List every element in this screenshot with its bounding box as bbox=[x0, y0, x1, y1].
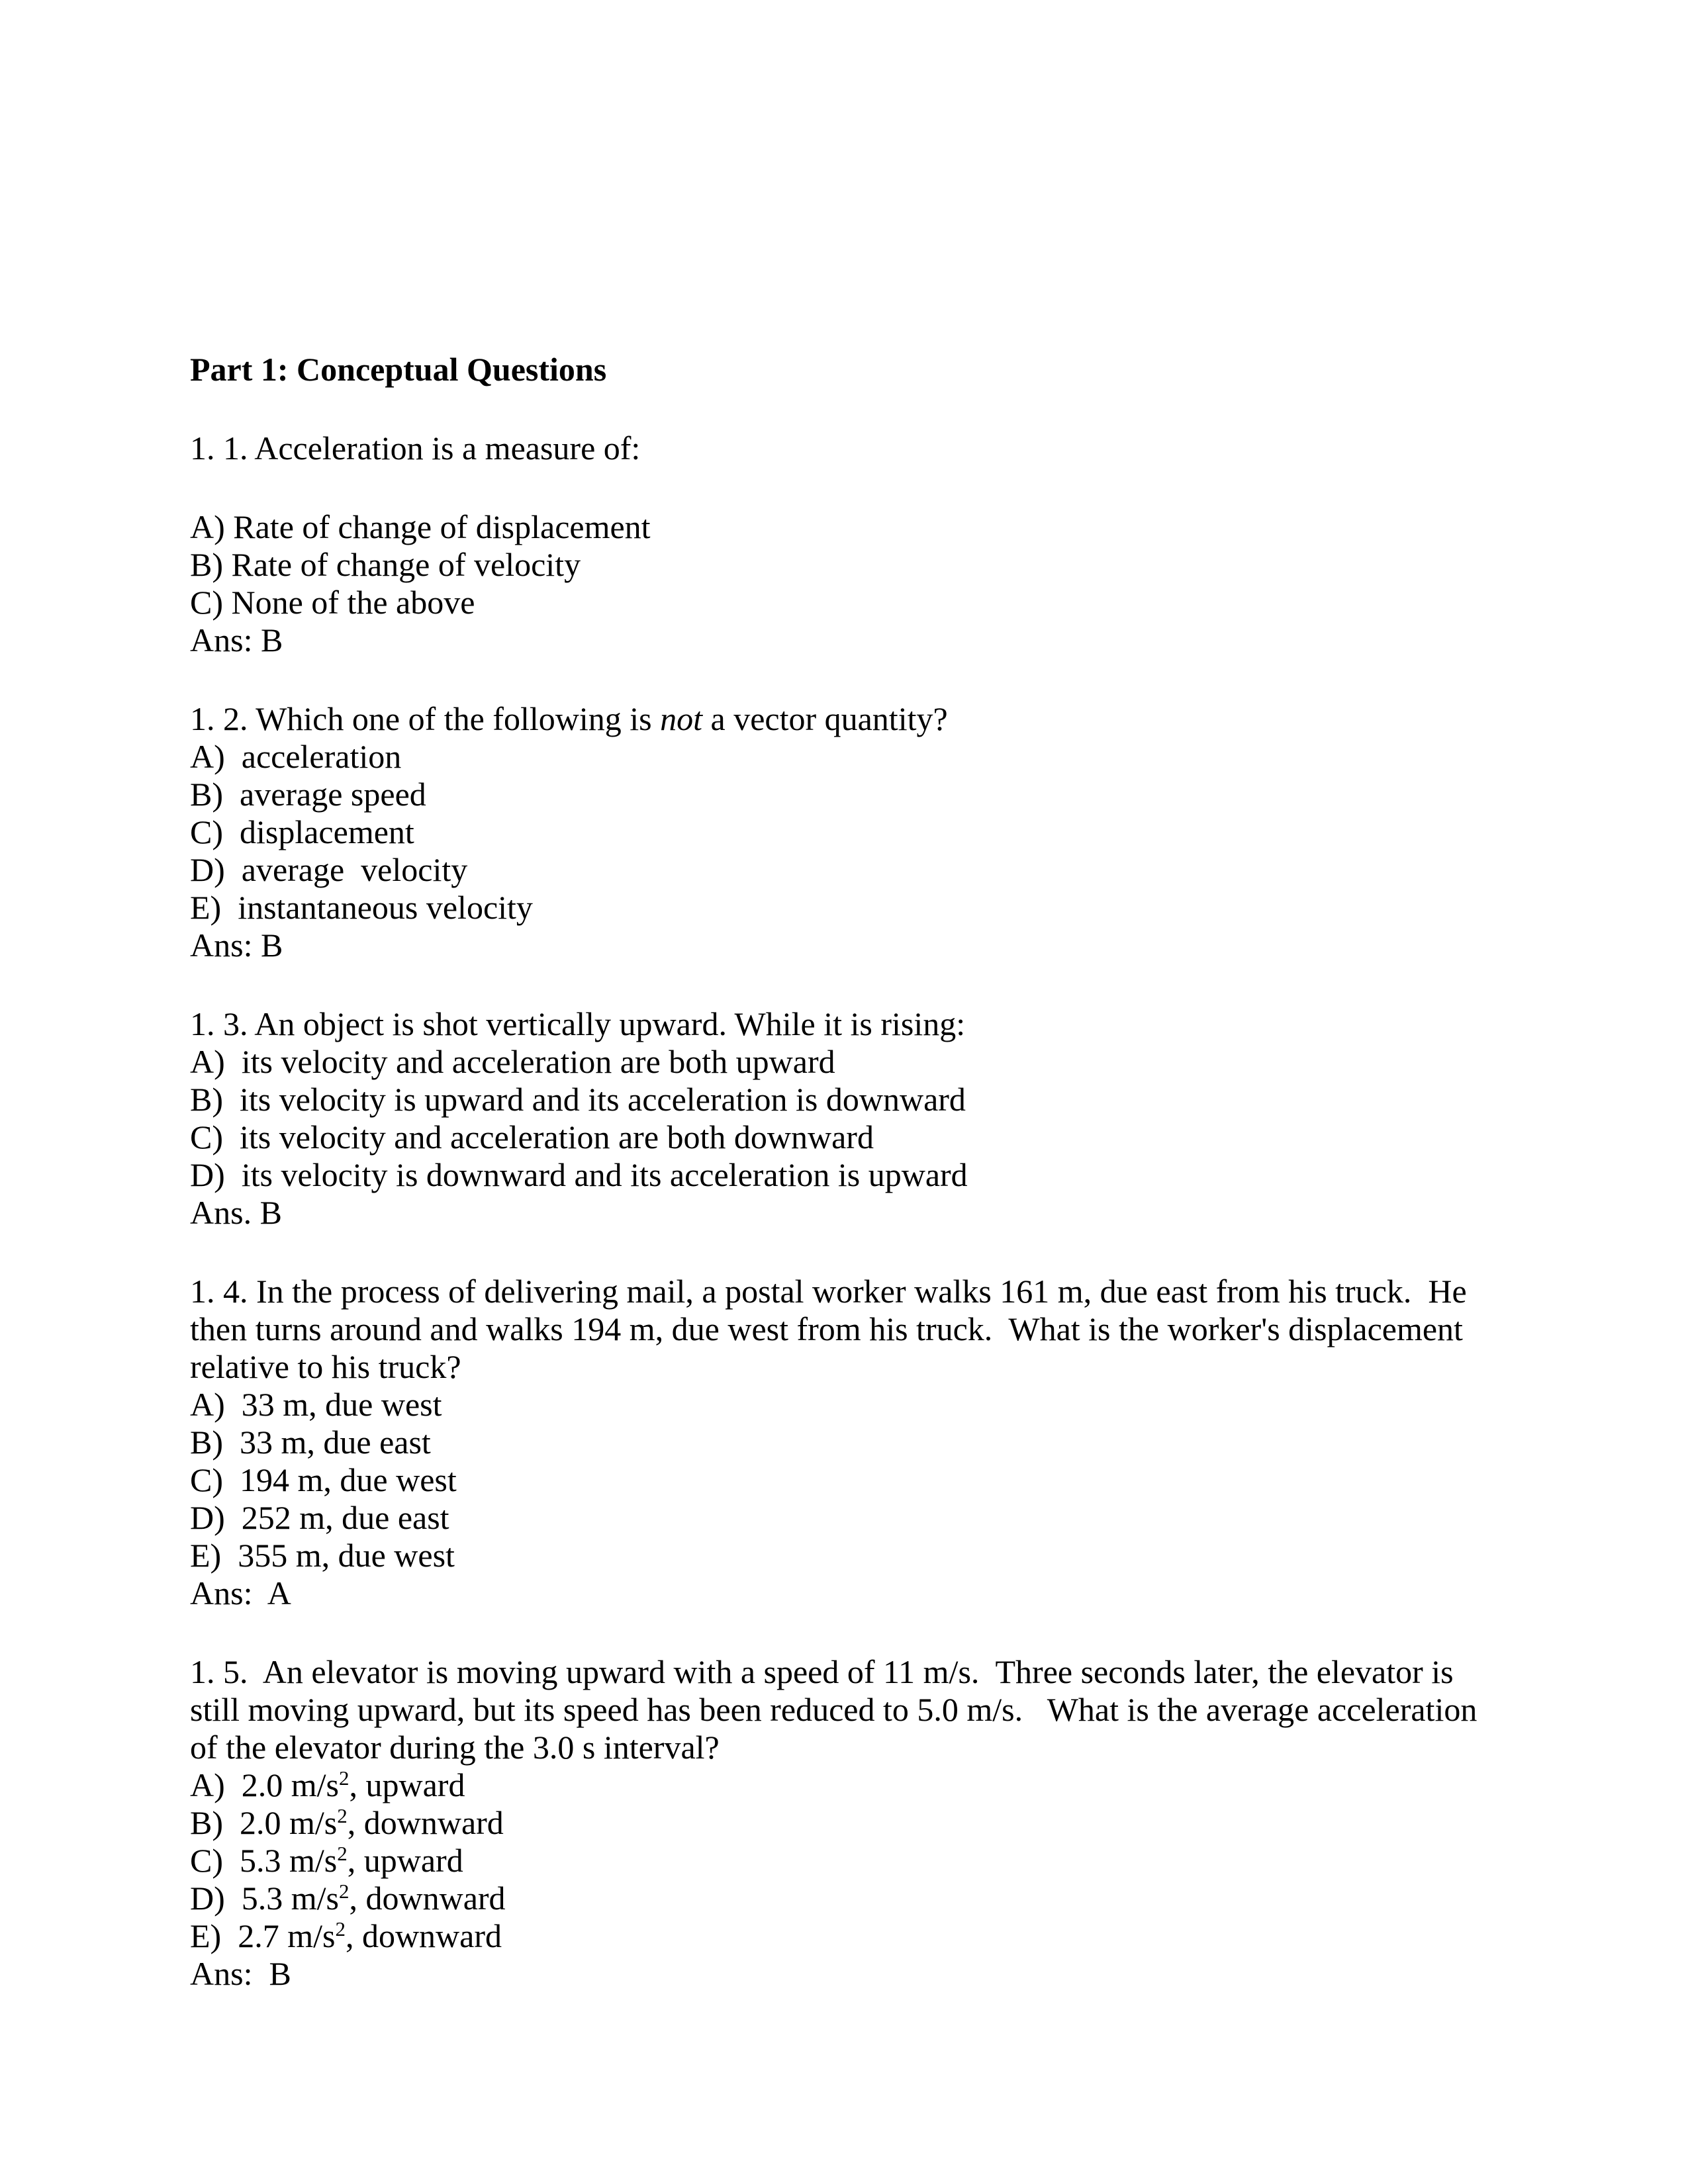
spacer bbox=[190, 659, 1507, 700]
question-stem: 1. 1. Acceleration is a measure of: bbox=[190, 430, 641, 467]
question-stem: 1. 5. An elevator is moving upward with a speed of 11 m/s. Three seconds later, the elevator is still moving upward, but its speed has been reduced to 5.0 m/s. What is the average acceleration of the elevator during the 3.0 s interval? bbox=[190, 1653, 1485, 1766]
document-content bbox=[190, 351, 1507, 1993]
superscript: 2 bbox=[339, 1766, 350, 1790]
superscript: 2 bbox=[335, 1917, 346, 1940]
stem-text: a vector quantity? bbox=[702, 700, 948, 737]
answer-option: D) average velocity bbox=[190, 851, 468, 888]
question-3 bbox=[190, 1005, 1507, 1232]
spacer bbox=[190, 1612, 1507, 1653]
spacer bbox=[190, 964, 1507, 1005]
section-title: Part 1: Conceptual Questions bbox=[190, 351, 607, 388]
option-text: E) 2.7 m/s bbox=[190, 1917, 336, 1954]
question-2 bbox=[190, 700, 1507, 964]
option-text: , upward bbox=[347, 1842, 463, 1879]
answer-option bbox=[190, 1917, 1507, 1955]
answer-line: Ans: A bbox=[190, 1574, 291, 1612]
answer-option: B) its velocity is upward and its acceleration is downward bbox=[190, 1081, 966, 1118]
answer-option bbox=[190, 1766, 1507, 1804]
answer-option: B) Rate of change of velocity bbox=[190, 546, 581, 583]
answer-line: Ans: B bbox=[190, 621, 283, 659]
option-text: , downward bbox=[347, 1804, 504, 1841]
option-text: D) 5.3 m/s bbox=[190, 1880, 339, 1917]
option-text: , upward bbox=[349, 1766, 465, 1803]
option-text: B) 2.0 m/s bbox=[190, 1804, 338, 1841]
answer-option: A) its velocity and acceleration are both upward bbox=[190, 1043, 835, 1080]
option-text: A) 2.0 m/s bbox=[190, 1766, 339, 1803]
answer-line: Ans. B bbox=[190, 1194, 282, 1231]
question-5 bbox=[190, 1653, 1507, 1993]
answer-line: Ans: B bbox=[190, 927, 283, 964]
answer-option: B) average speed bbox=[190, 776, 426, 813]
answer-option bbox=[190, 1804, 1507, 1842]
question-stem: 1. 3. An object is shot vertically upward. While it is rising: bbox=[190, 1005, 966, 1042]
answer-option: E) 355 m, due west bbox=[190, 1537, 455, 1574]
stem-italic-word: not bbox=[660, 700, 702, 737]
spacer bbox=[190, 388, 1507, 430]
question-4 bbox=[190, 1273, 1507, 1612]
answer-option: A) acceleration bbox=[190, 738, 402, 775]
spacer bbox=[190, 467, 1507, 508]
answer-option: D) its velocity is downward and its acceleration is upward bbox=[190, 1156, 968, 1193]
answer-option: C) None of the above bbox=[190, 584, 475, 621]
question-stem: 1. 4. In the process of delivering mail, a postal worker walks 161 m, due east from his truck. He then turns around and walks 194 m, due west from his truck. What is the worker's displacement relative to his truck? bbox=[190, 1273, 1476, 1385]
question-1 bbox=[190, 430, 1507, 659]
option-text: , downward bbox=[345, 1917, 502, 1954]
superscript: 2 bbox=[337, 1841, 348, 1865]
answer-option: B) 33 m, due east bbox=[190, 1424, 431, 1461]
answer-option: C) its velocity and acceleration are both downward bbox=[190, 1118, 874, 1156]
answer-option: E) instantaneous velocity bbox=[190, 889, 533, 926]
answer-line: Ans: B bbox=[190, 1955, 291, 1992]
stem-text: 1. 2. Which one of the following is bbox=[190, 700, 661, 737]
answer-option: A) Rate of change of displacement bbox=[190, 508, 651, 545]
superscript: 2 bbox=[339, 1879, 350, 1903]
answer-option: C) displacement bbox=[190, 813, 414, 850]
answer-option bbox=[190, 1842, 1507, 1880]
option-text: C) 5.3 m/s bbox=[190, 1842, 338, 1879]
answer-option: C) 194 m, due west bbox=[190, 1461, 457, 1498]
spacer bbox=[190, 1232, 1507, 1273]
answer-option bbox=[190, 1880, 1507, 1917]
answer-option: A) 33 m, due west bbox=[190, 1386, 442, 1423]
option-text: , downward bbox=[349, 1880, 506, 1917]
question-stem bbox=[190, 700, 1507, 738]
superscript: 2 bbox=[337, 1803, 348, 1827]
answer-option: D) 252 m, due east bbox=[190, 1499, 449, 1536]
